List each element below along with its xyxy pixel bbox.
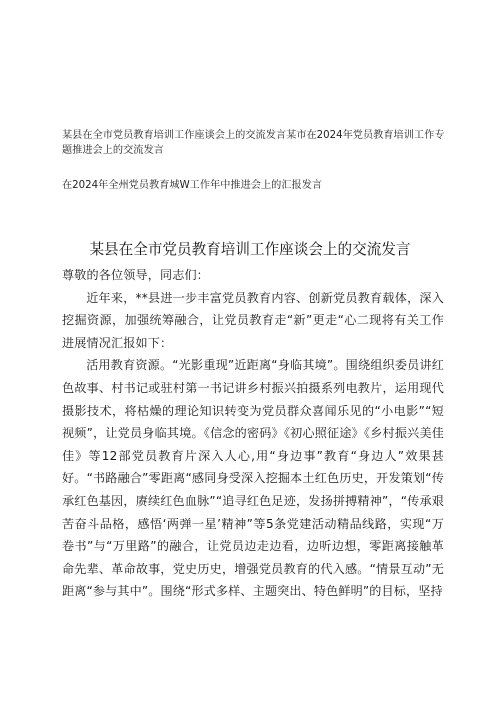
- paragraph: 活用教育资源。“光影重现”近距离“身临其境”。围绕组织委员讲红色故事、村书记或驻村第一书记讲乡村振兴拍摄系列电教片，运用现代摄影技术，将枯燥的理论知识转变为党员群众喜闻乐见的“小电影”“短视频”，让党员身临其境。《信念的密码》《初心照征途》《乡村振兴美佳佳》等12部党员教育片深入人心,用“身边事”教育“身边人”效果甚好。“书路融合”零距离“感同身受深入挖掘本土红色历史，开发策划“传承红色基因，赓续红色血脉”“追寻红色足迹，发扬拼搏精神”，“传承艰苦奋斗品格，感悟‘两弹一星’精神”等5条党建活动精品线路，实现“万卷书”与“万里路”的融合，让党员边走边看，边听边想，零距离接触革命先辈、革命故事，党史历史，增强党员教育的代入感。“情景互动”无距离“参与其中”。围绕“形式多样、主题突出、特色鲜明”的目标，坚持: [62, 358, 444, 599]
- header-line: 题推进会上的交流发言: [62, 145, 164, 156]
- header-line: 某县在全市党员教育培训工作座谈会上的交流发言某市在2024年党员教育培训工作专: [62, 130, 445, 141]
- document-body: [62, 264, 444, 603]
- paragraph: 近年来，**县进一步丰富党员教育内容、创新党员教育载体，深入挖掘资源，加强统筹融合，让党员教育走“新”更走“心二现将有关工作进展情况汇报如下：: [62, 290, 444, 350]
- salutation: 尊敬的各位领导，同志们：: [62, 268, 209, 282]
- header-line: 在2024年全州党员教育城W工作年中推进会上的汇报发言: [62, 180, 323, 191]
- document-title: 某县在全市党员教育培训工作座谈会上的交流发言: [89, 241, 411, 258]
